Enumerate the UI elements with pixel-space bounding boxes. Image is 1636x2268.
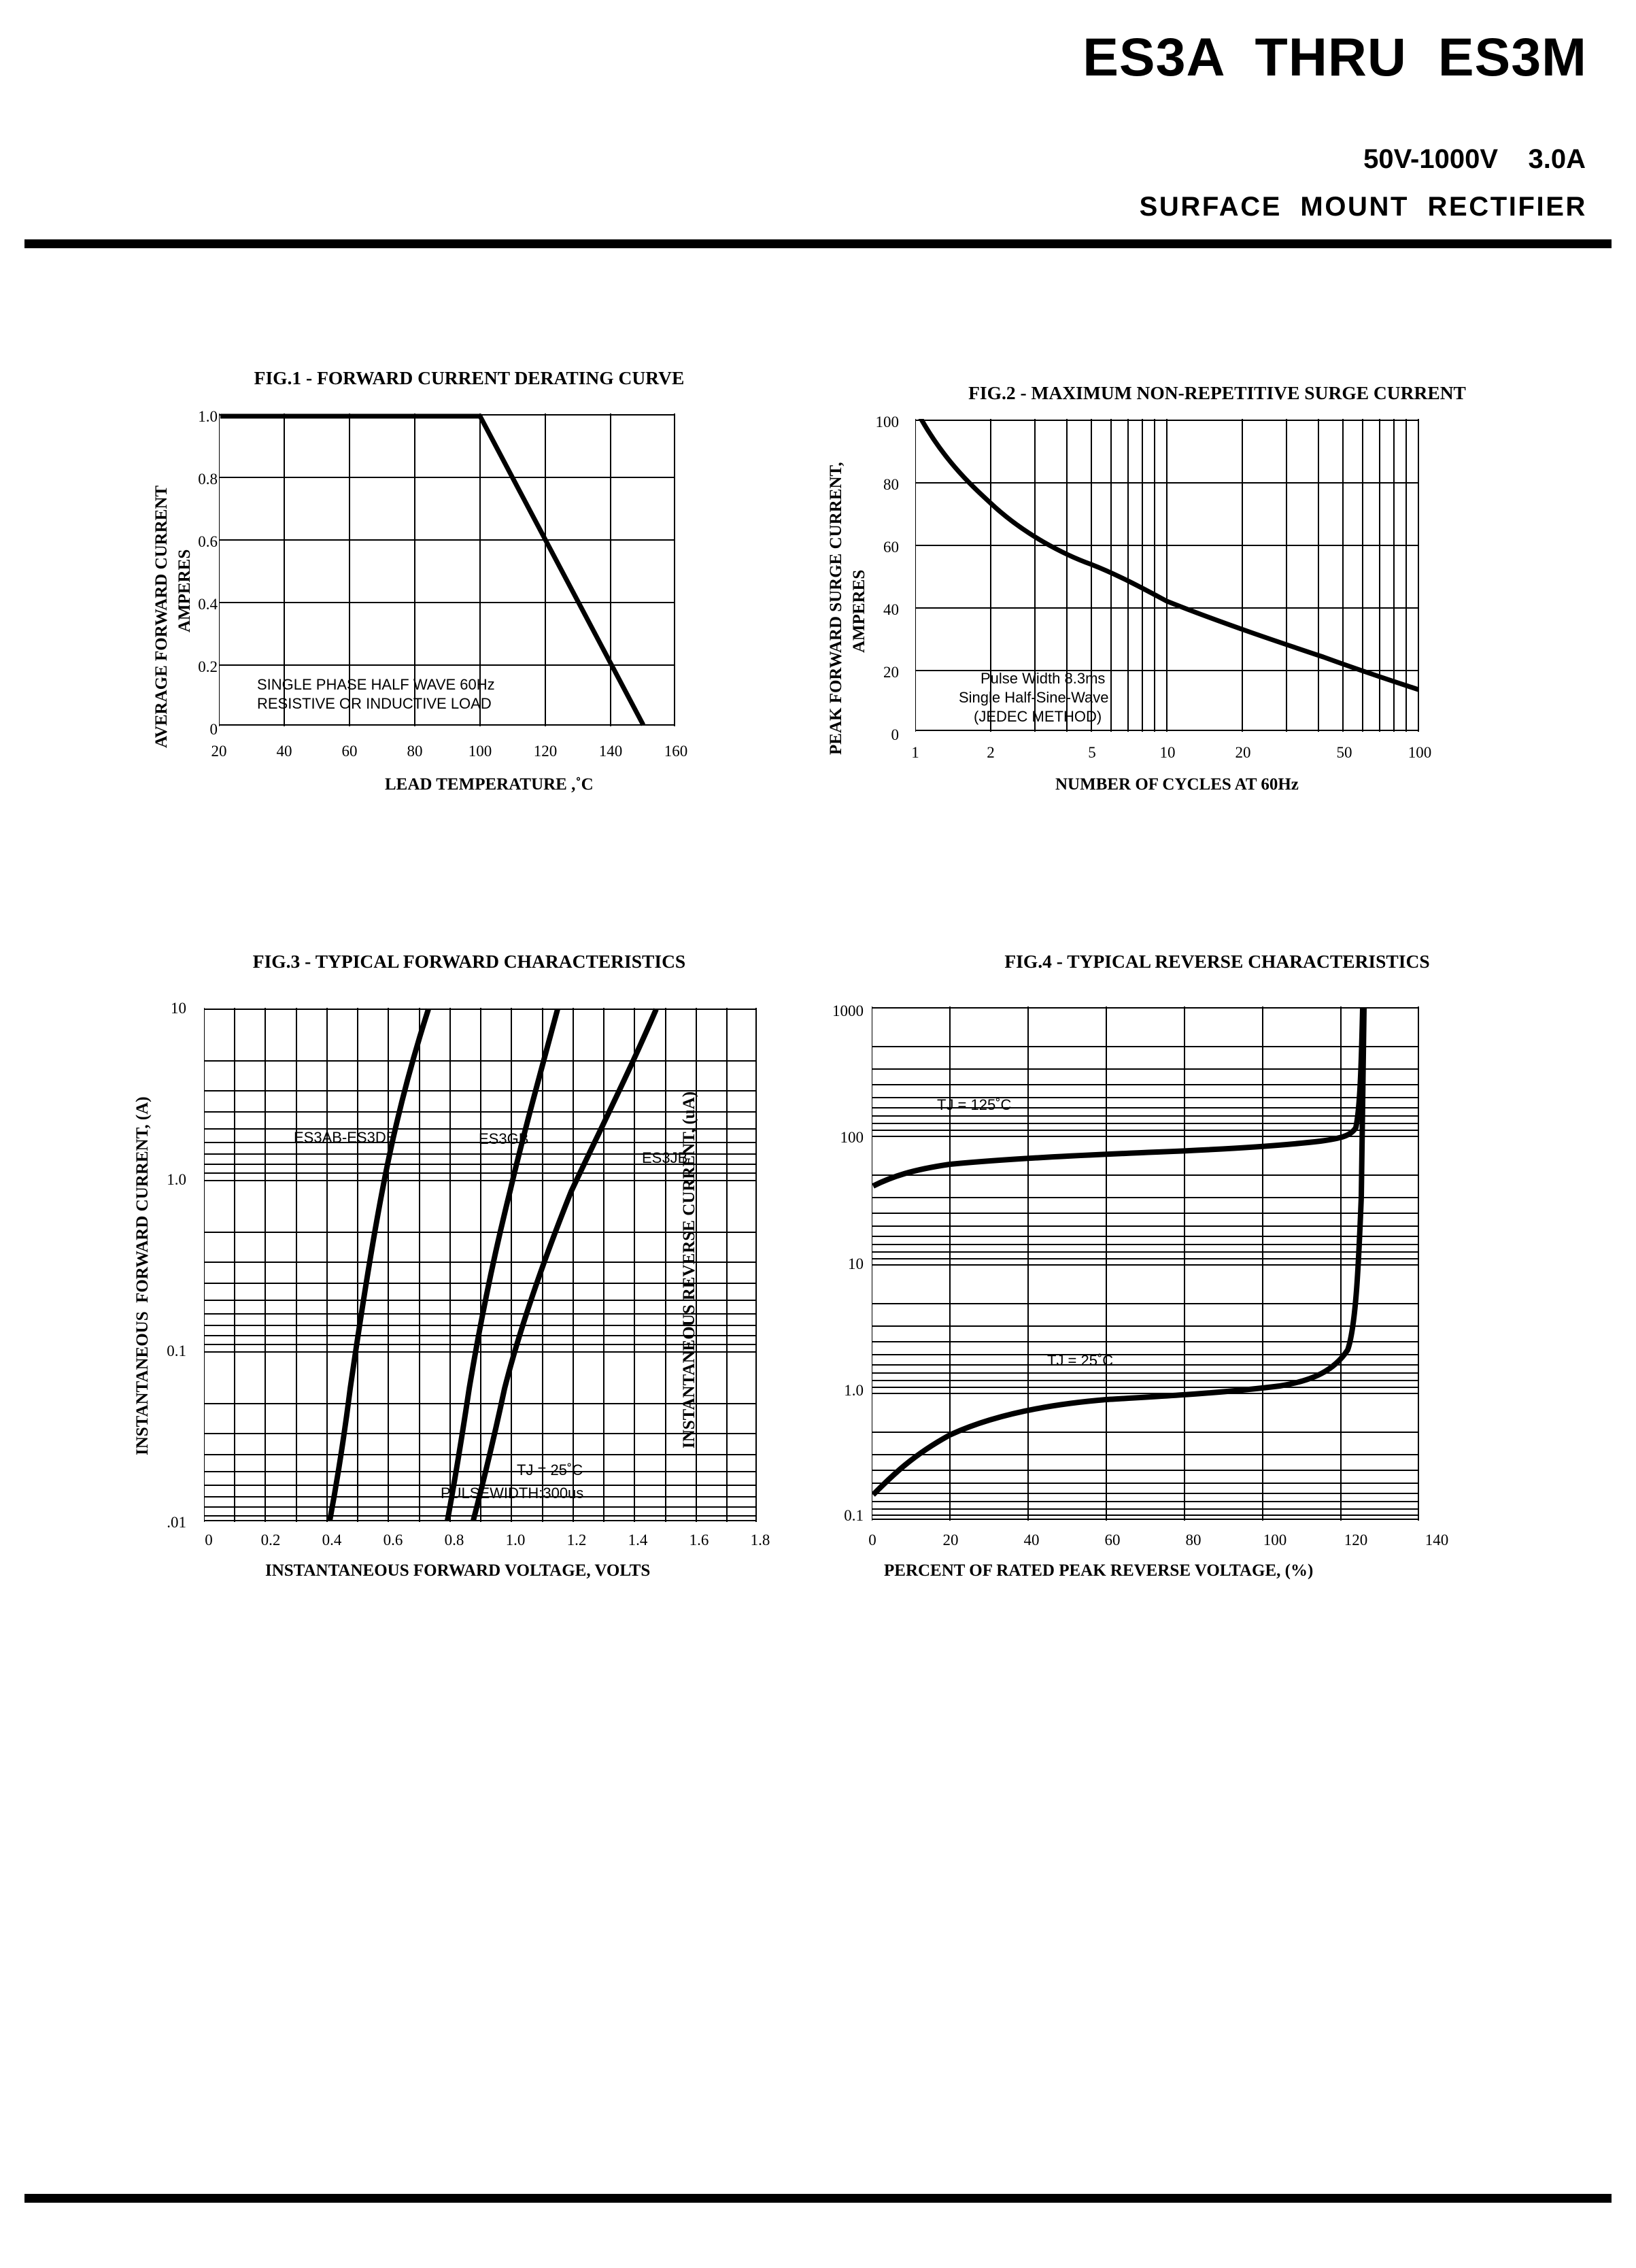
fig1-ylabel-line2: AMPERES — [175, 549, 194, 632]
fig4-xtick-60: 60 — [1104, 1531, 1121, 1548]
fig4-ylabel: INSTANTANEOUS REVERSE CURRENT, (uA) — [680, 1091, 698, 1449]
fig3-xtick-0.6: 0.6 — [383, 1531, 403, 1548]
page-title: ES3A THRU ES3M — [1083, 27, 1587, 87]
header-rule — [24, 239, 1612, 248]
fig1-xtick-120: 120 — [533, 743, 558, 760]
fig1-xtick-20: 20 — [211, 743, 227, 760]
fig1-ytick-0.4: 0.4 — [198, 596, 218, 613]
fig4-xtick-80: 80 — [1185, 1531, 1202, 1548]
fig3-series-label-es3jb: ES3JB — [642, 1149, 688, 1166]
fig2-xtick-1: 1 — [911, 744, 919, 761]
fig4-xlabel: PERCENT OF RATED PEAK REVERSE VOLTAGE, (%) — [884, 1561, 1314, 1580]
fig2-title: FIG.2 - MAXIMUM NON-REPETITIVE SURGE CURRENT — [968, 382, 1466, 403]
fig1-xlabel: LEAD TEMPERATURE ,˚C — [385, 775, 594, 794]
fig2-xtick-10: 10 — [1159, 744, 1176, 761]
fig2-annotation-line1: Pulse Width 8.3ms — [981, 670, 1106, 687]
fig2-annotation-line3: (JEDEC METHOD) — [974, 708, 1102, 725]
fig1-annotation-line1: SINGLE PHASE HALF WAVE 60Hz — [257, 676, 495, 693]
fig2-xtick-5: 5 — [1088, 744, 1096, 761]
fig1-xtick-140: 140 — [598, 743, 623, 760]
fig4-ytick-1.0: 1.0 — [844, 1382, 864, 1399]
fig1-xtick-160: 160 — [664, 743, 688, 760]
fig4-ytick-0.1: 0.1 — [844, 1507, 864, 1524]
fig4-ytick-100: 100 — [840, 1129, 864, 1146]
fig2-xtick-20: 20 — [1235, 744, 1251, 761]
fig2-xtick-50: 50 — [1336, 744, 1352, 761]
fig3-xtick-1.2: 1.2 — [566, 1531, 587, 1548]
fig2-ytick-100: 100 — [875, 413, 899, 430]
fig3-title: FIG.3 - TYPICAL FORWARD CHARACTERISTICS — [252, 951, 686, 972]
fig3-xtick-1.8: 1.8 — [750, 1531, 770, 1548]
fig1-ytick-0.8: 0.8 — [198, 471, 218, 488]
fig2-ytick-0: 0 — [891, 726, 899, 743]
fig2-ylabel-line2: AMPERES — [850, 569, 868, 653]
fig3-annotation-line2: PULSEWIDTH:300us — [441, 1485, 584, 1502]
fig2-ytick-60: 60 — [883, 539, 899, 556]
subtitle-text: SURFACE MOUNT RECTIFIER — [1139, 192, 1587, 222]
fig3-ylabel: INSTANTANEOUS FORWARD CURRENT, (A) — [133, 1096, 152, 1455]
fig1-ytick-1.0: 1.0 — [198, 408, 218, 425]
fig4-series-label-25c: TJ = 25˚C — [1047, 1352, 1114, 1369]
fig4-ytick-10: 10 — [848, 1255, 864, 1272]
fig3-xlabel: INSTANTANEOUS FORWARD VOLTAGE, VOLTS — [265, 1561, 651, 1580]
fig3-ytick-.01: .01 — [167, 1514, 186, 1531]
fig3-xtick-1.6: 1.6 — [689, 1531, 709, 1548]
fig1-xtick-40: 40 — [276, 743, 292, 760]
fig4-ytick-1000: 1000 — [832, 1002, 864, 1019]
fig3-ytick-0.1: 0.1 — [167, 1342, 186, 1359]
footer-rule — [24, 2194, 1612, 2203]
fig2-ytick-80: 80 — [883, 476, 899, 493]
fig1-plot — [219, 413, 676, 729]
fig2-xtick-2: 2 — [987, 744, 995, 761]
fig1-xtick-100: 100 — [468, 743, 492, 760]
fig4-xtick-140: 140 — [1425, 1531, 1449, 1548]
fig1-annotation-line2: RESISTIVE OR INDUCTIVE LOAD — [257, 695, 492, 712]
fig1-ytick-0.2: 0.2 — [198, 658, 218, 675]
fig1-xtick-80: 80 — [407, 743, 423, 760]
fig3-series-label-es3gb: ES3GB — [479, 1130, 529, 1147]
fig3-xtick-0.4: 0.4 — [322, 1531, 342, 1548]
fig1-xtick-60: 60 — [341, 743, 358, 760]
fig2-annotation-line2: Single Half-Sine-Wave — [959, 689, 1109, 706]
fig3-xtick-1.0: 1.0 — [505, 1531, 526, 1548]
fig3-xtick-0.2: 0.2 — [260, 1531, 281, 1548]
fig1-ytick-0.6: 0.6 — [198, 533, 218, 550]
fig1-ytick-0: 0 — [209, 721, 218, 738]
fig2-xtick-100: 100 — [1408, 744, 1432, 761]
fig4-xtick-0: 0 — [868, 1531, 876, 1548]
fig4-plot — [872, 1006, 1420, 1523]
fig4-xtick-40: 40 — [1023, 1531, 1040, 1548]
fig2-xlabel: NUMBER OF CYCLES AT 60Hz — [1055, 775, 1299, 794]
fig2-ylabel-line1: PEAK FORWARD SURGE CURRENT, — [827, 462, 845, 755]
fig3-xtick-1.4: 1.4 — [628, 1531, 648, 1548]
fig2-plot — [915, 419, 1420, 734]
fig3-ytick-1.0: 1.0 — [167, 1171, 186, 1188]
fig4-series-label-125c: TJ = 125˚C — [937, 1096, 1012, 1113]
fig3-xtick-0.8: 0.8 — [444, 1531, 464, 1548]
fig2-ytick-20: 20 — [883, 664, 899, 681]
fig4-xtick-100: 100 — [1263, 1531, 1287, 1548]
fig3-ytick-10: 10 — [171, 1000, 186, 1017]
fig3-plot — [204, 1008, 757, 1525]
fig3-annotation-line1: TJ = 25˚C — [517, 1461, 583, 1478]
fig1-title: FIG.1 - FORWARD CURRENT DERATING CURVE — [254, 367, 685, 388]
fig4-xtick-20: 20 — [942, 1531, 959, 1548]
fig2-ytick-40: 40 — [883, 601, 899, 618]
fig3-series-label-es3ab: ES3AB-ES3DB — [294, 1129, 396, 1146]
ratings-text: 50V-1000V 3.0A — [1363, 144, 1586, 174]
fig3-xtick-0: 0 — [205, 1531, 213, 1548]
fig4-title: FIG.4 - TYPICAL REVERSE CHARACTERISTICS — [1004, 951, 1430, 972]
fig1-ylabel-line1: AVERAGE FORWARD CURRENT — [152, 485, 171, 748]
fig4-xtick-120: 120 — [1344, 1531, 1368, 1548]
